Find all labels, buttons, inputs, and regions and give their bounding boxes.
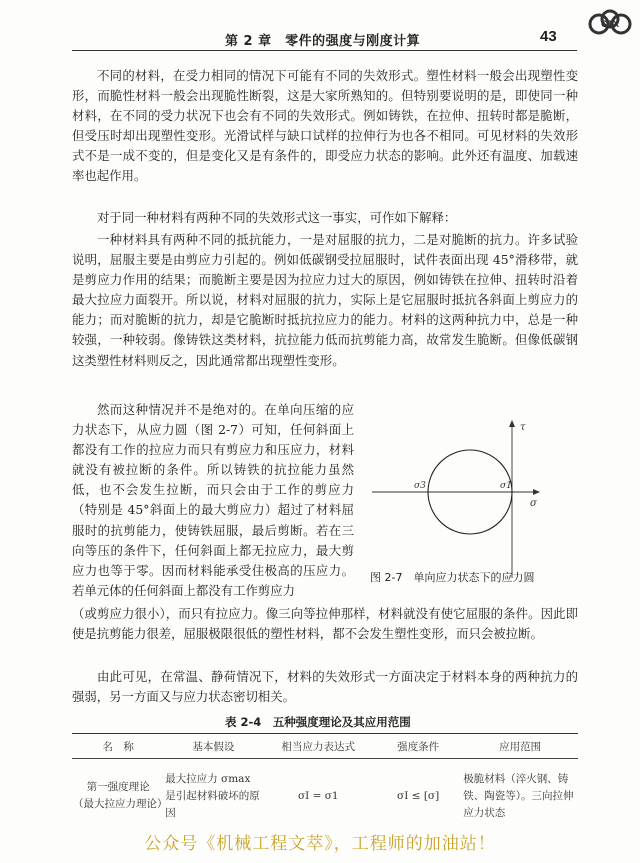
tau-arrow xyxy=(509,420,515,427)
cell-scope: 极脆材料（淬火钢、铸铁、陶瓷等）。三向拉伸应力状态 xyxy=(463,772,574,819)
col-header-scope: 应用范围 xyxy=(462,734,578,759)
sigma3-label: σ3 xyxy=(414,481,426,491)
paragraph-3: 一种材料具有两种不同的抵抗能力，一是对屈服的抗力，二是对脆断的抗力。许多试验说明，屈服主要是由剪应力引起的。例如低碳钢受拉屈服时，试件表面出现 45°滑移带，就是剪应力作用的结果；而脆断主要是因为拉应力过大的原因，例如铸铁在拉伸、扭转时沿着最大拉应力面裂开。所以说，材料对屈服的抗力，实际上是它屈服时抵抗各斜面上剪应力的能力；而对脆断的抗力，却是它脆断时抵抗拉应力的能力。材料的这两种抗力中，总是一种较强，一种较弱。像铸铁这类材料，抗拉能力低而抗剪能力高，故常发生脆断。但像低碳钢这类塑性材料则反之，因此通常都出现塑性变形。 xyxy=(72,232,578,368)
figure-caption: 图 2-7 单向应力状态下的应力圆 xyxy=(370,571,535,584)
paragraph-5: （或剪应力很小），而只有拉应力。像三向等拉伸那样，材料就没有使它屈服的条件。因此即使是抗剪能力很差，屈服极限很低的塑性材料，都不会发生塑性变形，而只会被拉断。 xyxy=(72,606,578,642)
sigma1-label: σ1 xyxy=(500,481,512,491)
page-header xyxy=(0,0,640,58)
svg-text:CTX: CTX xyxy=(601,19,619,29)
col-header-name: 名 称 xyxy=(72,734,164,759)
cell-name: 第一强度理论 （最大拉应力理论） xyxy=(73,781,168,810)
sigma-arrow xyxy=(533,489,540,495)
page-number: 43 xyxy=(540,28,557,45)
tau-label: τ xyxy=(520,422,526,433)
col-header-assumption: 基本假设 xyxy=(164,734,262,759)
strength-theory-table xyxy=(72,733,578,833)
paragraph-1: 不同的材料，在受力相同的情况下可能有不同的失效形式。塑性材料一般会出现塑性变形，而脆性材料一般会出现脆性断裂，这是大家所熟知的。但特别要说明的是，即使同一种材料，在不同的受力状况下也会有不同的失效形式。例如铸铁，在拉伸、扭转时都是脆断，但受压时却出现塑性变形。光滑试样与缺口试样的拉伸行为也各不相同。可见材料的失效形式不是一成不变的，但是变化又是有条件的，即受应力状态的影响。此外还有温度、加载速率也起作用。 xyxy=(72,68,578,184)
col-header-expression: 相当应力表达式 xyxy=(263,734,375,759)
table-row xyxy=(72,759,578,834)
col-header-condition: 强度条件 xyxy=(374,734,462,759)
table-header-row xyxy=(72,734,578,759)
footer-watermark: 公众号《机械工程文萃》，工程师的加油站！ xyxy=(144,834,496,854)
publisher-logo xyxy=(588,6,632,38)
paragraph-2: 对于同一种材料有两种不同的失效形式这一事实，可作如下解释： xyxy=(97,210,457,225)
cell-condition: σⅠ ≤ [σ] xyxy=(397,789,440,802)
sigma-label: σ xyxy=(530,498,537,509)
cell-expression: σⅠ = σ1 xyxy=(297,789,339,802)
chapter-title: 第 2 章 零件的强度与刚度计算 xyxy=(225,34,421,49)
cell-assumption: 最大拉应力 σmax 是引起材料破坏的原因 xyxy=(165,772,260,819)
stress-circle-figure xyxy=(362,418,562,588)
paragraph-6: 由此可见，在常温、静荷情况下，材料的失效形式一方面决定于材料本身的两种抗力的强弱，另一方面又与应力状态密切相关。 xyxy=(72,669,578,705)
paragraph-4: 然而这种情况并不是绝对的。在单向压缩的应力状态下，从应力圆（图 2-7）可知，任何斜面上都没有工作的拉应力而只有剪应力和压应力，材料就没有被拉断的条件。所以铸铁的抗拉能力虽然低，也不会发生拉断，而只会由于工作的剪应力（特别是 45°斜面上的最大剪应力）超过了材料屈服时的抗剪能力，使铸铁屈服，最后剪断。若在三向等压的条件下，任何斜面上都无拉应力，最大剪应力也等于零。因而材料能承受住极高的压应力。若单元体的任何斜面上都没有工作剪应力 xyxy=(72,402,354,598)
header-rule xyxy=(72,50,577,51)
table-title: 表 2-4 五种强度理论及其应用范围 xyxy=(225,715,411,729)
